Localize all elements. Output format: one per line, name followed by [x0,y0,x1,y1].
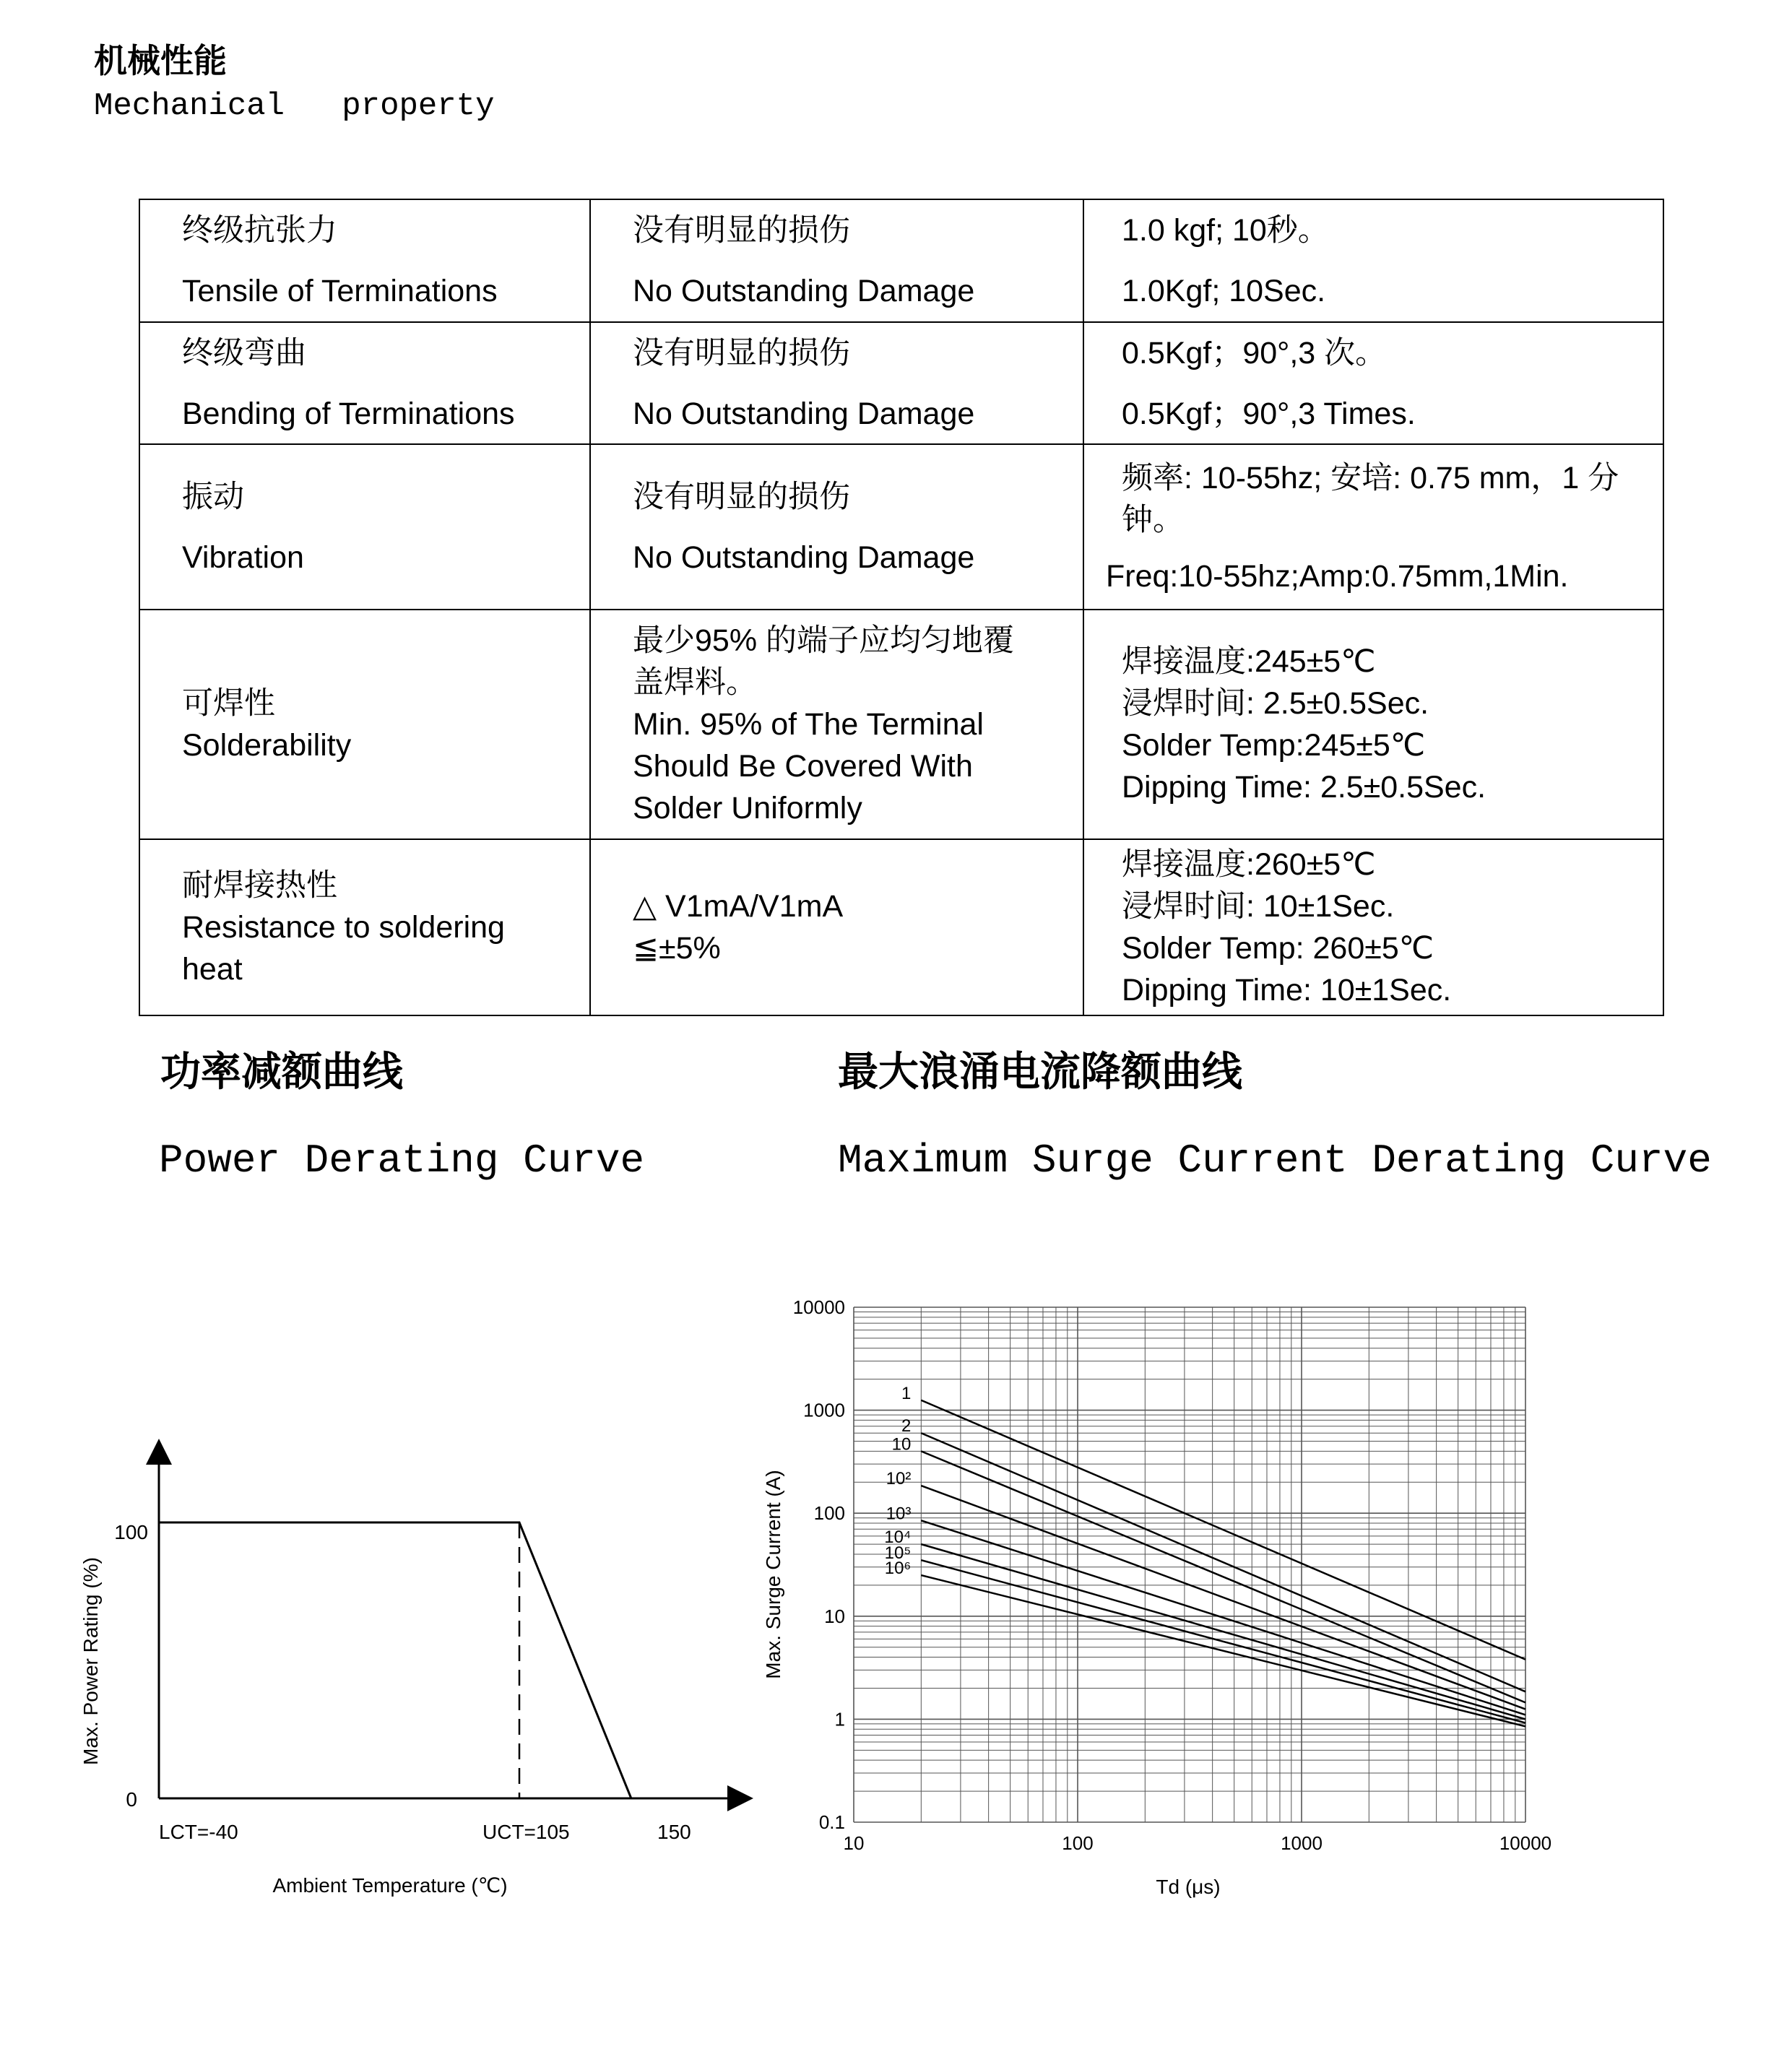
condition-cell [1083,444,1663,610]
x-tick-label: 100 [1062,1832,1094,1854]
x-tick-label: 1000 [1281,1832,1323,1854]
x-axis-label: Td (μs) [1156,1876,1221,1898]
series-label: 10⁵ [884,1543,912,1564]
condition-line: 焊接温度:260±5℃ [1122,847,1376,882]
item-cell [139,839,590,1015]
requirement-line: Should Be Covered With [633,749,973,784]
item-zh: 振动 [182,478,244,515]
surge-curve-title-zh: 最大浪涌电流降额曲线 [838,1049,1242,1096]
series-line [921,1560,1525,1722]
item-cell [139,444,590,610]
table-row [139,444,1663,610]
x-tick-label: 10000 [1499,1832,1552,1854]
requirement-zh: 没有明显的损伤 [633,478,850,515]
section-title-en: Mechanical property [94,88,495,124]
condition-line: 1.0 kgf; 10秒。 [1122,213,1329,248]
requirement-line: 盖焊料。 [633,665,757,700]
requirement-cell [590,444,1083,610]
x-tick-150: 150 [657,1821,691,1843]
condition-line: 浸焊时间: 2.5±0.5Sec. [1122,686,1429,721]
requirement-en: No Outstanding Damage [633,396,975,431]
y-tick-label: 10 [824,1605,845,1627]
condition-line: Freq:10-55hz;Amp:0.75mm,1Min. [1106,558,1569,594]
condition-line: 钟。 [1122,502,1184,537]
item-en: Tensile of Terminations [182,274,498,308]
item-cell [139,199,590,322]
requirement-line: △ V1mA/V1mA [633,889,844,924]
item-en: Vibration [182,540,304,575]
condition-line: Dipping Time: 10±1Sec. [1122,973,1452,1008]
surge-current-chart [751,1286,1618,1914]
x-tick-lct: LCT=-40 [159,1821,238,1843]
x-tick-label: 10 [843,1832,865,1854]
requirement-line: 最少95% 的端子应均匀地覆 [633,623,1015,658]
condition-line: Solder Temp:245±5℃ [1122,728,1426,763]
series-label: 10 [891,1434,912,1455]
y-tick-label: 0.1 [818,1811,845,1833]
item-en: Resistance to soldering [182,910,505,945]
condition-cell [1083,610,1663,839]
requirement-cell [590,839,1083,1015]
surge-curve-title-en: Maximum Surge Current Derating Curve [838,1138,1712,1184]
requirement-line: Solder Uniformly [633,791,862,826]
requirement-en: No Outstanding Damage [633,540,975,575]
requirement-cell [590,322,1083,444]
y-tick-label: 1 [834,1708,845,1730]
requirement-zh: 没有明显的损伤 [633,212,850,248]
table-row [139,839,1663,1015]
item-en: heat [182,952,243,987]
item-zh: 可焊性 [182,685,275,722]
condition-line: 频率: 10-55hz; 安培: 0.75 mm，1 分 [1122,460,1619,495]
item-zh: 终级抗张力 [182,212,337,248]
condition-line: 1.0Kgf; 10Sec. [1122,274,1326,308]
condition-line: Solder Temp: 260±5℃ [1122,931,1434,966]
series-label: 10⁶ [884,1559,912,1579]
series-label: 2 [901,1416,912,1436]
table-row [139,199,1663,322]
y-tick-100: 100 [114,1521,148,1543]
requirement-zh: 没有明显的损伤 [633,334,850,371]
requirement-cell [590,610,1083,839]
mechanical-property-table [139,199,1664,1016]
x-axis-label: Ambient Temperature (℃) [272,1874,508,1897]
y-tick-label: 100 [813,1502,845,1525]
item-cell [139,610,590,839]
requirement-line: Min. 95% of The Terminal [633,707,984,742]
series-label: 10³ [886,1504,912,1524]
series-line [921,1433,1525,1691]
condition-line: 0.5Kgf；90°,3 次。 [1122,335,1387,370]
item-cell [139,322,590,444]
series-line [921,1544,1525,1719]
y-axis-label: Max. Surge Current (A) [762,1470,784,1679]
series-line [921,1451,1525,1702]
y-tick-label: 10000 [792,1296,845,1318]
condition-line: 焊接温度:245±5℃ [1122,644,1376,679]
table-row [139,322,1663,444]
y-tick-0: 0 [126,1788,137,1811]
item-zh: 终级弯曲 [182,334,306,371]
power-curve-title-en: Power Derating Curve [159,1138,645,1184]
table-row [139,610,1663,839]
power-curve-title-zh: 功率减额曲线 [160,1049,403,1096]
requirement-cell [590,199,1083,322]
series-label: 10² [886,1469,912,1489]
requirement-en: No Outstanding Damage [633,274,975,308]
series-label: 10⁴ [884,1528,912,1548]
condition-cell [1083,322,1663,444]
condition-cell [1083,839,1663,1015]
series-line [921,1520,1525,1715]
condition-line: Dipping Time: 2.5±0.5Sec. [1122,770,1486,805]
item-zh: 耐焊接热性 [182,867,337,904]
item-en: Bending of Terminations [182,396,515,431]
condition-line: 0.5Kgf；90°,3 Times. [1122,396,1416,431]
item-en: Solderability [182,728,352,763]
x-tick-uct: UCT=105 [482,1821,570,1843]
requirement-line: ≦±5% [633,931,721,966]
condition-line: 浸焊时间: 10±1Sec. [1122,889,1395,924]
power-derating-chart [0,1408,795,1914]
condition-cell [1083,199,1663,322]
y-axis-label: Max. Power Rating (%) [79,1557,102,1765]
section-title-zh: 机械性能 [94,41,227,80]
y-tick-label: 1000 [803,1399,845,1421]
derating-line [159,1522,631,1798]
series-label: 1 [901,1383,912,1403]
